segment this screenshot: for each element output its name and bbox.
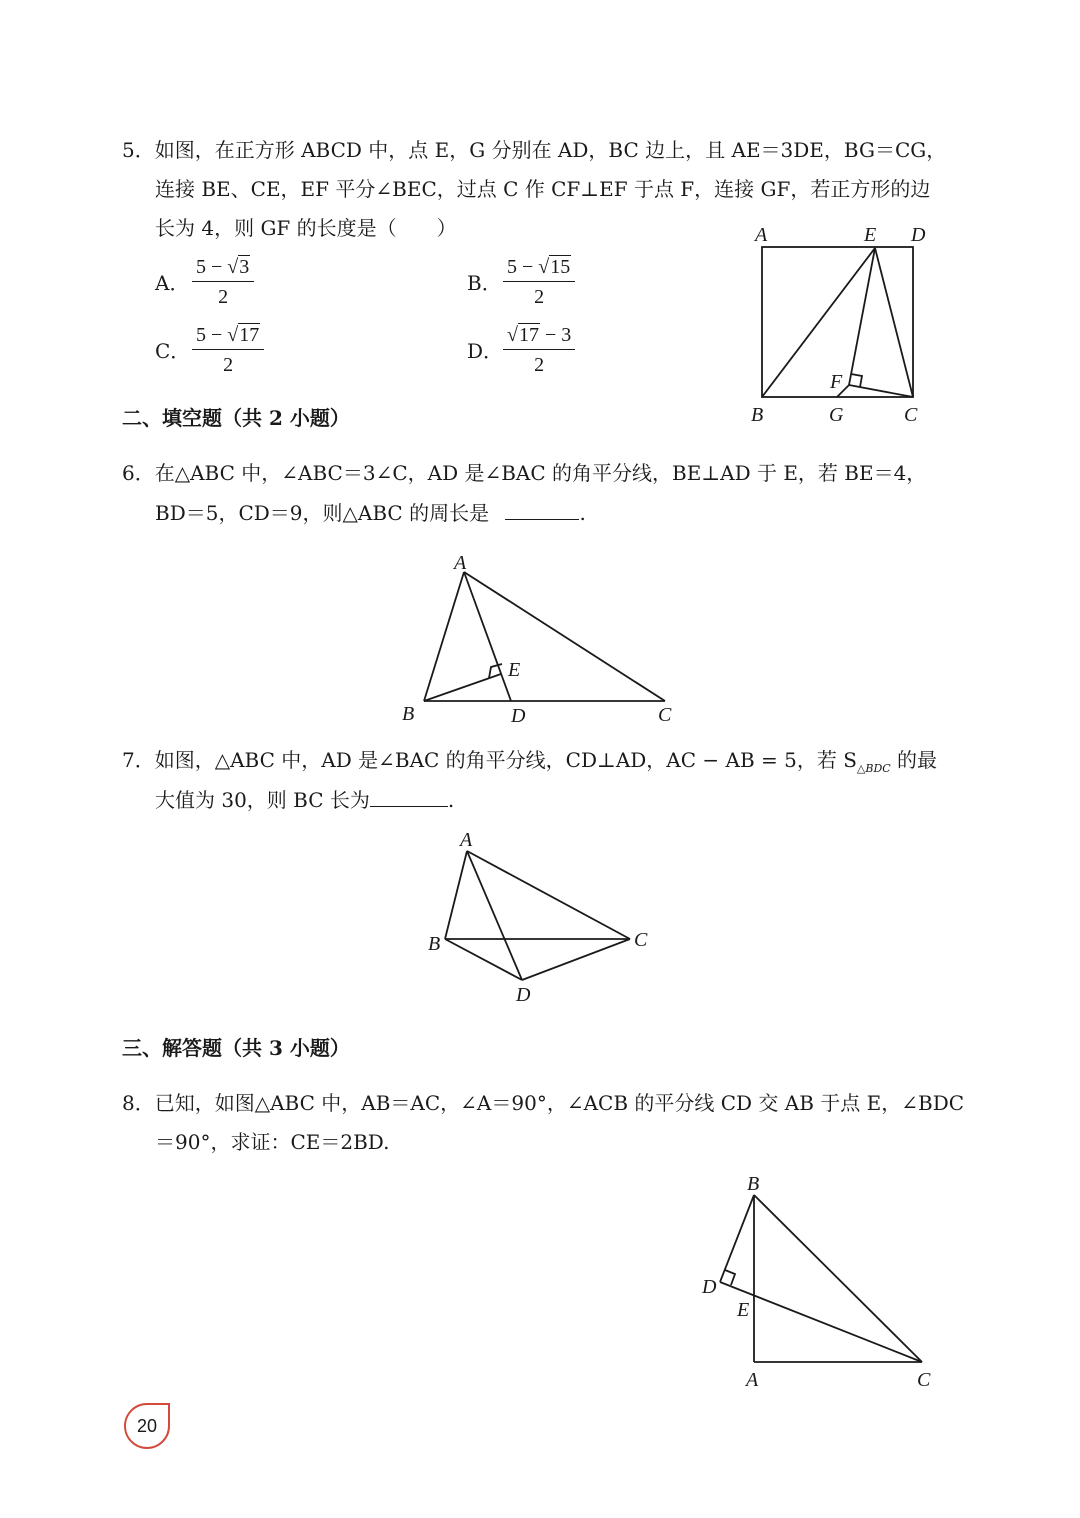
- q5-option-d-label: D．: [467, 339, 504, 363]
- q5-line-1: 5．如图，在正方形 ABCD 中，点 E，G 分别在 AD，BC 边上，且 AE＝3DE，BG＝CG，: [122, 138, 947, 162]
- q5-label-g: G: [829, 404, 844, 426]
- page-number: 20: [136, 1415, 158, 1436]
- q5-option-b-label: B．: [467, 271, 502, 295]
- q6-label-a: A: [454, 552, 467, 574]
- q5-option-d-fraction: $\frac{√17 - 3}{2}$: [503, 324, 575, 377]
- q6-line-1: 6．在△ABC 中，∠ABC＝3∠C，AD 是∠BAC 的角平分线，BE⊥AD 于 E，若 BE＝4，: [122, 461, 927, 485]
- q5-option-a-label: A．: [155, 271, 190, 295]
- q6-label-e: E: [508, 659, 521, 681]
- q6-label-d: D: [511, 705, 526, 727]
- q7-line-2: 大值为 30，则 BC 长为 .: [155, 788, 455, 812]
- q5-option-a-fraction: $\frac{5 - √3}{2}$: [192, 256, 254, 309]
- q8-label-c: C: [917, 1369, 931, 1391]
- q8-label-e: E: [737, 1299, 750, 1321]
- q5-label-f: F: [830, 371, 843, 393]
- q5-label-b: B: [751, 404, 764, 426]
- q8-label-b: B: [747, 1173, 760, 1195]
- q8-right-angle-mark: [725, 1270, 735, 1285]
- section-3-title: 三、解答题（共 3 小题）: [122, 1036, 350, 1060]
- q8-label-a: A: [746, 1369, 759, 1391]
- q8-line-2: ＝90°，求证：CE＝2BD.: [155, 1130, 390, 1154]
- q8-segment-bd: [720, 1195, 754, 1282]
- q6-line-2: BD＝5，CD＝9，则△ABC 的周长是 .: [155, 501, 586, 525]
- q8-segment-bc: [754, 1195, 922, 1362]
- q5-label-a: A: [755, 224, 768, 246]
- q7-label-d: D: [516, 984, 531, 1006]
- q6-label-c: C: [658, 704, 672, 726]
- q5-label-d: D: [911, 224, 926, 246]
- q7-label-b: B: [428, 933, 441, 955]
- q5-option-c-fraction: $\frac{5 - √17}{2}$: [192, 324, 264, 377]
- q5-label-c: C: [904, 404, 918, 426]
- q8-line-1: 8．已知，如图△ABC 中，AB＝AC，∠A＝90°，∠ACB 的平分线 CD 交 AB 于点 E，∠BDC: [122, 1091, 965, 1115]
- q8-segment-dc: [720, 1282, 922, 1362]
- q7-line-1: 7．如图，△ABC 中，AD 是∠BAC 的角平分线，CD⊥AD，AC − AB = 5，若 $S_{\triangle BDC}$ 的最: [122, 748, 938, 775]
- q5-option-b-fraction: $\frac{5 - √15}{2}$: [503, 256, 575, 309]
- q5-option-c-label: C．: [155, 339, 191, 363]
- section-2-title: 二、填空题（共 2 小题）: [122, 406, 350, 430]
- q7-label-a: A: [460, 829, 473, 851]
- q5-line-3: 长为 4，则 GF 的长度是（ ）: [155, 216, 457, 240]
- page-number-badge: [124, 1403, 170, 1449]
- q8-label-d: D: [702, 1276, 717, 1298]
- q6-label-b: B: [402, 703, 415, 725]
- q7-label-c: C: [634, 929, 648, 951]
- q5-label-e: E: [864, 224, 877, 246]
- q5-line-2: 连接 BE、CE，EF 平分∠BEC，过点 C 作 CF⊥EF 于点 F，连接 GF，若正方形的边: [155, 177, 931, 201]
